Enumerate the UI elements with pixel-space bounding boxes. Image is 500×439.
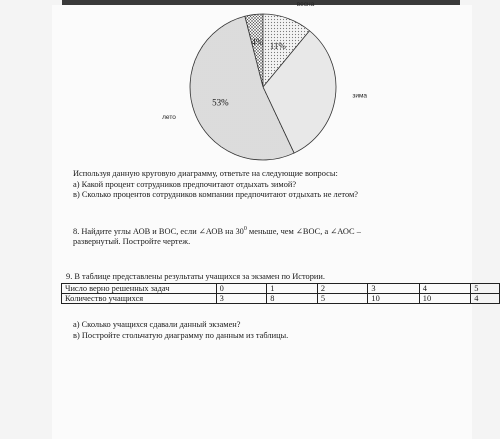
pie-questions xyxy=(73,169,358,201)
table-cell: Число верно решенных задач xyxy=(62,284,217,294)
pie-chart-svg xyxy=(0,0,500,170)
table-cell: 4 xyxy=(419,284,470,294)
table-cell: Количество учащихся xyxy=(62,294,217,304)
table-cell: 1 xyxy=(267,284,318,294)
results-table xyxy=(61,283,500,304)
task-9-questions xyxy=(73,320,288,341)
pie-chart xyxy=(0,0,500,170)
task-8 xyxy=(73,224,361,248)
table-cell: 0 xyxy=(216,284,267,294)
task-9-title: 9. В таблице представлены результаты учащихся за экзамен по Истории. xyxy=(66,272,325,281)
pie-category-label: весна xyxy=(296,0,315,8)
table-cell: 3 xyxy=(368,284,419,294)
table-cell: 10 xyxy=(419,294,470,304)
pie-category-label: лето xyxy=(162,113,176,121)
task-8-angle: ∠АОВ на 30 xyxy=(198,226,244,236)
task-8-line-1 xyxy=(73,224,361,237)
table-cell: 5 xyxy=(471,284,500,294)
table-row xyxy=(62,294,500,304)
table-cell: 3 xyxy=(216,294,267,304)
table-cell: 10 xyxy=(368,294,419,304)
table-cell: 8 xyxy=(267,294,318,304)
pie-question-a: а) Какой процент сотрудников предпочитают отдыхать зимой? xyxy=(73,179,297,189)
pie-category-label: зима xyxy=(352,92,368,100)
table-cell: 2 xyxy=(317,284,368,294)
task-8-line-2: развернутый. Постройте чертеж. xyxy=(73,237,191,247)
pie-question-b: в) Сколько процентов сотрудников компании предпочитают отдыхать не летом? xyxy=(73,190,359,200)
pie-category-label xyxy=(227,0,245,2)
task-8-part2: меньше, чем ∠ВОС, а ∠АОС – xyxy=(248,226,361,236)
table-cell: 4 xyxy=(471,294,500,304)
task-9-question-b: в) Постройте стольчатую диаграмму по данным из таблицы. xyxy=(73,330,289,340)
table-cell: 5 xyxy=(317,294,368,304)
pie-intro: Используя данную круговую диаграмму, ответьте на следующие вопросы: xyxy=(73,169,338,178)
pie-percent-label: 4% xyxy=(251,37,264,48)
pie-percent-label: 11% xyxy=(269,40,286,51)
table-row xyxy=(62,284,500,294)
task-9-question-a: а) Сколько учащихся сдавали данный экзамен? xyxy=(73,320,241,329)
task-8-part1: 8. Найдите углы АОВ и ВОС, если xyxy=(73,226,197,236)
pie-percent-label: 53% xyxy=(212,97,229,108)
task-8-degree: 0 xyxy=(243,226,247,232)
